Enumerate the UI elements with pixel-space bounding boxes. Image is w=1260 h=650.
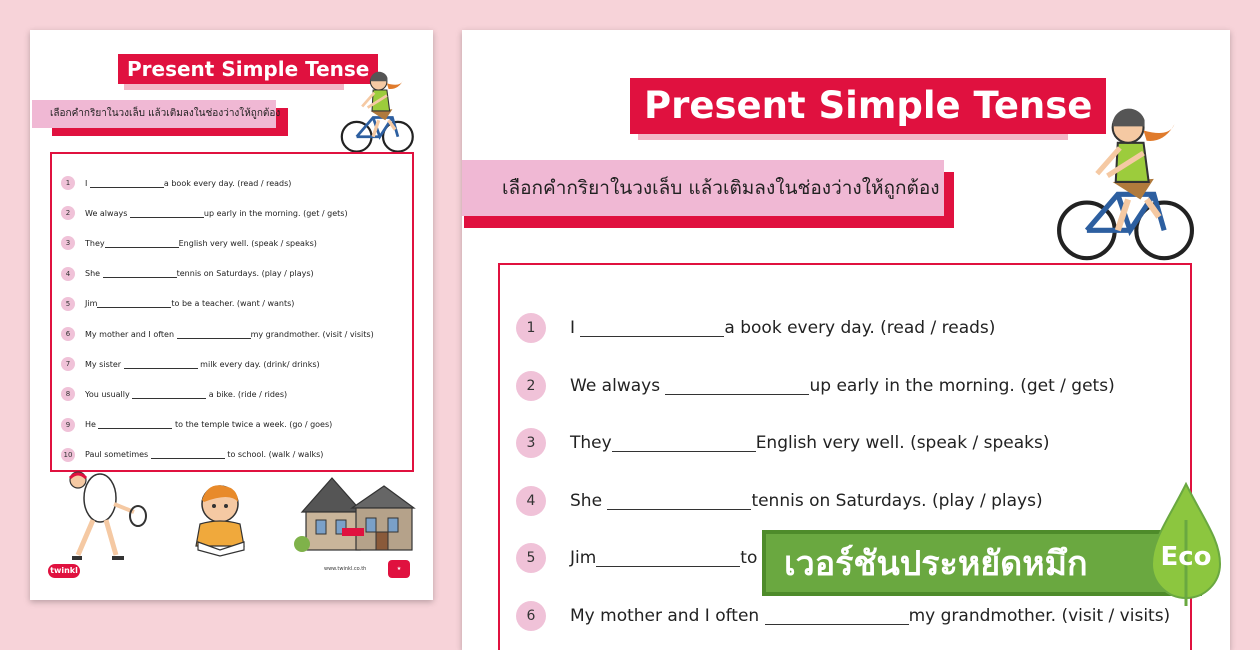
answer-blank[interactable] bbox=[665, 377, 809, 395]
question-text-after: English very well. (speak / speaks) bbox=[755, 433, 1050, 453]
instruction-text: เลือกคำกริยาในวงเล็บ แล้วเติมลงในช่องว่างให้ถูกต้อง bbox=[462, 160, 944, 216]
eco-version-banner bbox=[762, 530, 1202, 596]
question-text-before: They bbox=[570, 433, 612, 453]
question-row bbox=[516, 486, 1043, 516]
question-text-after: my grandmother. (visit / visits) bbox=[908, 605, 1171, 626]
answer-blank[interactable] bbox=[607, 492, 751, 510]
question-text-after: tennis on Saturdays. (play / plays) bbox=[751, 490, 1043, 511]
question-row bbox=[61, 297, 294, 311]
footer-badge: ★ bbox=[388, 560, 410, 578]
question-text-before: I bbox=[85, 178, 90, 188]
answer-blank[interactable] bbox=[103, 269, 177, 278]
question-frame bbox=[50, 152, 414, 472]
question-text-after: to school. (walk / walks) bbox=[224, 450, 324, 460]
question-number: 10 bbox=[61, 448, 75, 462]
question-row bbox=[61, 176, 291, 190]
girl-on-bicycle-illustration bbox=[1056, 100, 1194, 268]
school-building-illustration bbox=[292, 468, 418, 554]
question-number: 1 bbox=[516, 313, 546, 343]
question-text-after: up early in the morning. (get / gets) bbox=[809, 375, 1115, 396]
question-number: 7 bbox=[61, 357, 75, 371]
question-text-after: a book every day. (read / reads) bbox=[724, 318, 996, 338]
question-row bbox=[61, 418, 332, 432]
question-text-after: a book every day. (read / reads) bbox=[163, 178, 292, 188]
question-number: 8 bbox=[61, 387, 75, 401]
question-text-after: milk every day. (drink/ drinks) bbox=[197, 359, 320, 369]
answer-blank[interactable] bbox=[90, 179, 164, 188]
question-text-after: to be a teacher. (want / wants) bbox=[171, 299, 295, 309]
question-row bbox=[61, 357, 320, 371]
worksheet-thumbnail bbox=[30, 30, 433, 600]
question-text-before: She bbox=[85, 269, 103, 279]
question-row bbox=[61, 387, 287, 401]
question-row bbox=[61, 206, 348, 220]
question-row bbox=[61, 448, 323, 462]
answer-blank[interactable] bbox=[130, 209, 204, 218]
question-text-after: to bbox=[740, 548, 758, 568]
website-text: www.twinkl.co.th bbox=[324, 566, 367, 572]
question-row bbox=[61, 327, 374, 341]
question-text-before: I bbox=[570, 318, 581, 338]
question-row bbox=[516, 543, 757, 573]
question-text-before: My mother and I often bbox=[85, 329, 177, 339]
answer-blank[interactable] bbox=[105, 239, 179, 248]
answer-blank[interactable] bbox=[596, 549, 740, 567]
worksheet-title: Present Simple Tense bbox=[630, 78, 1106, 134]
question-text-before: You usually bbox=[85, 389, 133, 399]
question-text-before: She bbox=[570, 490, 608, 511]
question-text-after: tennis on Saturdays. (play / plays) bbox=[176, 269, 314, 279]
boy-reading-illustration bbox=[190, 480, 254, 558]
answer-blank[interactable] bbox=[132, 390, 206, 399]
question-number: 6 bbox=[61, 327, 75, 341]
question-text-before: Jim bbox=[570, 548, 597, 568]
question-number: 2 bbox=[516, 371, 546, 401]
question-row bbox=[516, 428, 1049, 458]
question-text-after: English very well. (speak / speaks) bbox=[178, 238, 317, 248]
question-text-before: They bbox=[85, 238, 105, 248]
tennis-player-illustration bbox=[48, 470, 148, 562]
answer-blank[interactable] bbox=[98, 420, 172, 429]
question-number: 1 bbox=[61, 176, 75, 190]
question-row bbox=[516, 371, 1115, 401]
answer-blank[interactable] bbox=[151, 450, 225, 459]
question-text-before: My sister bbox=[85, 359, 124, 369]
question-text-before: My mother and I often bbox=[570, 605, 765, 626]
question-text-after: to the temple twice a week. (go / goes) bbox=[172, 420, 333, 430]
eco-banner-text: เวอร์ชันประหยัดหมึก bbox=[784, 544, 1088, 584]
girl-on-bicycle-illustration bbox=[340, 68, 414, 156]
question-text-before: Jim bbox=[85, 299, 98, 309]
question-row bbox=[516, 601, 1170, 631]
question-number: 5 bbox=[516, 543, 546, 573]
question-text-after: a bike. (ride / rides) bbox=[206, 389, 288, 399]
answer-blank[interactable] bbox=[580, 319, 724, 337]
question-number: 3 bbox=[516, 428, 546, 458]
question-text-before: Paul sometimes bbox=[85, 450, 151, 460]
answer-blank[interactable] bbox=[177, 330, 251, 339]
answer-blank[interactable] bbox=[612, 434, 756, 452]
instruction-text: เลือกคำกริยาในวงเล็บ แล้วเติมลงในช่องว่างให้ถูกต้อง bbox=[32, 100, 276, 128]
question-text-after: up early in the morning. (get / gets) bbox=[203, 208, 348, 218]
worksheet-title: Present Simple Tense bbox=[118, 54, 378, 84]
question-row bbox=[61, 267, 314, 281]
question-text-after: my grandmother. (visit / visits) bbox=[250, 329, 374, 339]
question-number: 4 bbox=[61, 267, 75, 281]
answer-blank[interactable] bbox=[124, 360, 198, 369]
answer-blank[interactable] bbox=[765, 607, 909, 625]
answer-blank[interactable] bbox=[97, 299, 171, 308]
twinkl-logo: twinkl bbox=[48, 564, 80, 578]
question-text-before: We always bbox=[570, 375, 666, 396]
question-number: 4 bbox=[516, 486, 546, 516]
question-number: 6 bbox=[516, 601, 546, 631]
eco-badge-text: Eco bbox=[1160, 542, 1212, 572]
question-number: 9 bbox=[61, 418, 75, 432]
question-number: 2 bbox=[61, 206, 75, 220]
question-text-before: We always bbox=[85, 208, 130, 218]
question-row bbox=[516, 313, 995, 343]
question-number: 5 bbox=[61, 297, 75, 311]
question-row bbox=[61, 236, 317, 250]
question-number: 3 bbox=[61, 236, 75, 250]
question-text-before: He bbox=[85, 420, 99, 430]
